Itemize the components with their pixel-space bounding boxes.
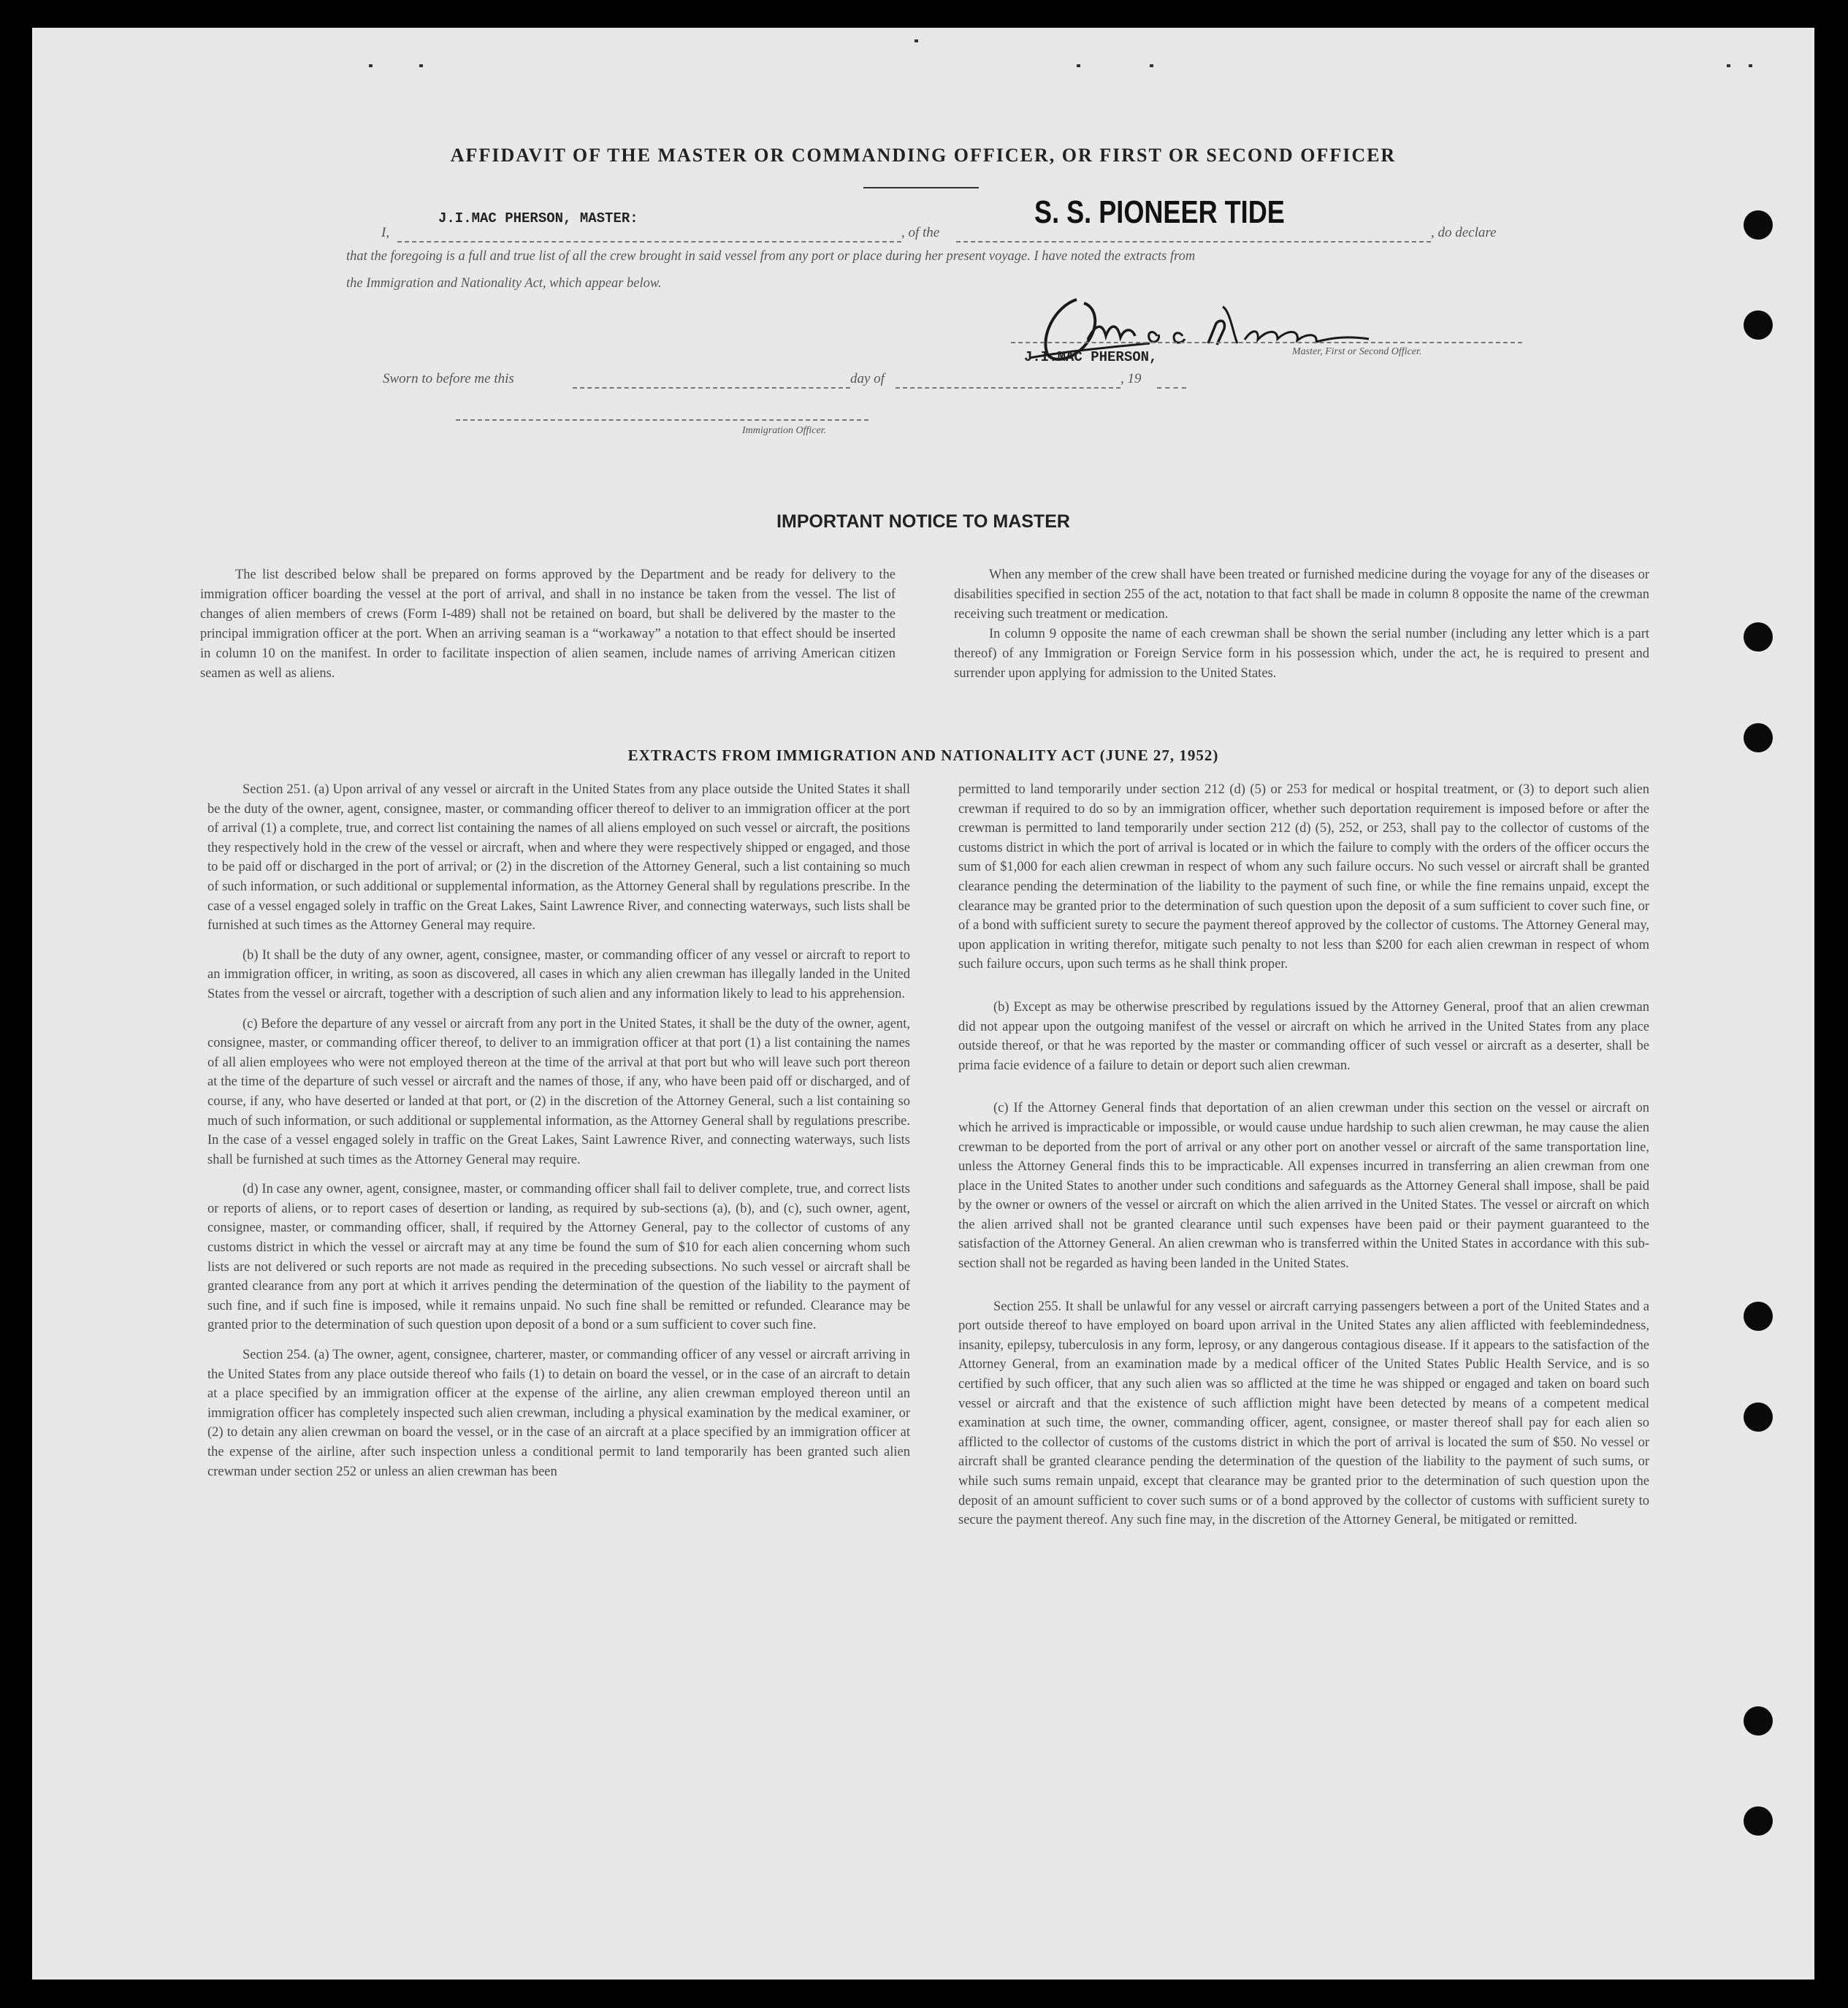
scan-speck xyxy=(1727,64,1730,67)
title-rule xyxy=(863,187,979,188)
scan-speck xyxy=(419,64,423,67)
sworn-day-line xyxy=(573,387,850,389)
affidavit-statement-line1: that the foregoing is a full and true list of all the crew brought in said vessel from any port or place during her present voyage. I have noted the extracts from xyxy=(346,249,1196,264)
punch-hole xyxy=(1744,1302,1773,1331)
scan-speck xyxy=(1150,64,1153,67)
i-label: I, xyxy=(381,225,390,240)
extracts-title: EXTRACTS FROM IMMIGRATION AND NATIONALITY ACT (JUNE 27, 1952) xyxy=(627,747,1219,764)
notice-title: IMPORTANT NOTICE TO MASTER xyxy=(776,511,1070,532)
notice-right-paragraph-1: When any member of the crew shall have been treated or furnished medicine during the voyage for any of the diseases or disabilities specified in section 255 of the act, notation to that fact shall be made in column 8 opposite the name of the crewman receiving such treatment or medication. xyxy=(954,568,1649,622)
section-254b-paragraph: (b) Except as may be otherwise prescribed by regulations issued by the Attorney General, proof that an alien crewman did not appear upon the outgoing manifest of the vessel or aircraft on which he arrived in the United States from any place outside thereof, or that he was reported by the master or commanding officer of such vessel or aircraft as a deserter, shall be prima facie evidence of a failure to detain or deport such alien crewman. xyxy=(958,999,1649,1073)
signature-line xyxy=(1011,342,1522,343)
do-declare-label: , do declare xyxy=(1431,225,1497,240)
sworn-year-line xyxy=(1157,387,1186,389)
section-255-paragraph: Section 255. It shall be unlawful for any vessel or aircraft carrying passengers between a port of the United States and a port outside thereof to have employed on board upon arrival in the United States any alien afflicted with feeblemindedness, insanity, epilepsy, tuberculosis in any form, leprosy, or any dangerous contagious disease. If it appears to the satisfaction of the Attorney General, from an examination made by a medical officer of the United States Public Health Service, and is so certified by such officer, that any such alien was so afflicted at the time he was shipped or engaged and taken on board such vessel or aircraft and that the existence of such affliction might have been detected by means of a competent medical examination at such time, the owner, commanding officer, agent, consignee, or master thereof shall pay for each alien so afflicted to the collector of customs of the customs district in which the port of arrival is located the sum of $50. No vessel or aircraft shall be granted clearance pending the determination of the question of the liability to the payment of such sums, or while such sums remain unpaid, except that clearance may be granted prior to the determination of such question upon the deposit of an amount sufficient to cover such sums or of a bond approved by the collector of customs with sufficient surety to secure the payment thereof. Any such fine may, in the discretion of the Attorney General, be mitigated or remitted. xyxy=(958,1299,1649,1528)
signature-caption: Master, First or Second Officer. xyxy=(1292,346,1422,357)
punch-hole xyxy=(1744,1806,1773,1836)
vessel-name-line xyxy=(956,241,1431,243)
year-label: , 19 xyxy=(1120,371,1142,386)
section-251c-paragraph: (c) Before the departure of any vessel or aircraft from any port in the United States, it shall be the duty of the owner, agent, consignee, master, or commanding officer thereof, to deliver to an immigration officer at that port (1) a list containing the names of all alien employees who were not employed thereon at the time of the arrival at that port but who will leave such port thereon at the time of the departure of such vessel or aircraft and the names of those, if any, who have been paid off or discharged, and of course, if any, who have deserted or landed at that port, or (2) in the discretion of the Attorney General, such a list containing so much of such information, or such additional or supplemental information, as the Attorney General shall by regulations prescribe. In the case of a vessel engaged solely in traffic on the Great Lakes, Saint Lawrence River, and connecting waterways, such lists shall be furnished at such times as the Attorney General may require. xyxy=(207,1016,910,1167)
scan-speck xyxy=(1077,64,1080,67)
punch-hole xyxy=(1744,1402,1773,1432)
document-page xyxy=(32,28,1814,1980)
section-254c-paragraph: (c) If the Attorney General finds that deportation of an alien crewman under this section on the vessel or aircraft on which he arrived is impracticable or impossible, or would cause undue hardship to such alien crewman, he may cause the alien crewman to be deported from the port of arrival or any other port on another vessel or aircraft of the same transportation line, unless the Attorney General finds this to be impracticable. All expenses incurred in transferring an alien crewman from one place in the United States to another under such conditions and safeguards as the Attorney General shall impose, shall be paid by the owner or owners of the vessel or aircraft on which the alien arrived in the United States. The vessel or aircraft on which the alien arrived shall not be granted clearance until such expenses have been paid or their payment guaranteed to the satisfaction of the Attorney General. An alien crewman who is transferred within the United States in accordance with this sub-section shall not be regarded as having been landed in the United States. xyxy=(958,1101,1649,1272)
section-254a-paragraph: Section 254. (a) The owner, agent, consignee, charterer, master, or commanding officer of any vessel or aircraft arriving in the United States from any place outside thereof who fails (1) to detain on board the vessel, or in the case of an aircraft to detain at a place specified by an immigration officer at the expense of the airline, any alien crewman employed thereon until an immigration officer has completely inspected such alien crewman, including a physical examination by the medical examiner, or (2) to detain any alien crewman on board the vessel, or in the case of an aircraft at a place specified by an immigration officer at the expense of the airline, after such inspection unless a conditional permit to land temporarily has been granted such alien crewman under section 252 or unless an alien crewman has been xyxy=(207,1348,910,1479)
notice-right-paragraph-2: In column 9 opposite the name of each crewman shall be shown the serial number (including any letter which is a part thereof) of any Immigration or Foreign Service form in his possession which, under the act, he is required to present and surrender upon applying for admission to the United States. xyxy=(954,627,1649,681)
extracts-left-column xyxy=(207,780,910,1492)
of-the-label: , of the xyxy=(901,225,940,240)
punch-hole xyxy=(1744,622,1773,652)
notice-right-column xyxy=(954,565,1649,684)
day-of-label: day of xyxy=(850,371,885,386)
punch-hole xyxy=(1744,310,1773,340)
immigration-officer-caption: Immigration Officer. xyxy=(742,425,827,436)
punch-hole xyxy=(1744,1706,1773,1736)
section-251a-paragraph: Section 251. (a) Upon arrival of any vessel or aircraft in the United States from any place outside the United States it shall be the duty of the owner, agent, consignee, master, or commanding officer thereof to deliver to an immigration officer at the port of arrival (1) a complete, true, and correct list containing the names of all aliens employed on such vessel or aircraft, the positions they respectively hold in the crew of the vessel or aircraft, when and where they were respectively shipped or engaged, and those to be paid off or discharged in the port of arrival; or (2) in the discretion of the Attorney General, such a list containing so much of such information, or such additional or supplemental information, as the Attorney General shall by regulations prescribe. In the case of a vessel engaged solely in traffic on the Great Lakes, Saint Lawrence River, and connecting waterways, such lists shall be furnished at such times as the Attorney General may require. xyxy=(207,782,910,934)
signature-typed-name: J.I.MAC PHERSON, xyxy=(1024,349,1158,365)
notice-left-paragraph: The list described below shall be prepared on forms approved by the Department and be ready for delivery to the immigration officer boarding the vessel at the port of arrival, and shall in no instance be taken from the vessel. The list of changes of alien members of crews (Form I-489) shall not be retained on board, but shall be delivered by the master to the principal immigration officer at the port. When an arriving seaman is a “workaway” a notation to that effect should be inserted in column 10 on the manifest. In order to facilitate inspection of alien seamen, include names of arriving American citizen seamen as well as aliens. xyxy=(200,568,896,681)
vessel-name-field: S. S. PIONEER TIDE xyxy=(1034,194,1285,230)
punch-hole xyxy=(1744,210,1773,240)
affidavit-title: AFFIDAVIT OF THE MASTER OR COMMANDING OFFICER, OR FIRST OR SECOND OFFICER xyxy=(450,145,1397,166)
section-251d-paragraph: (d) In case any owner, agent, consignee, master, or commanding officer shall fail to deliver complete, true, and correct lists or reports of aliens, or to report cases of desertion or landing, as required by sub-sections (a), (b), and (c), such owner, agent, consignee, master, or commanding officer, shall, if required by the Attorney General, pay to the collector of customs of any customs district in which the vessel or aircraft may at any time be found the sum of $10 for each alien concerning whom such lists are not delivered or such reports are not made as required in the preceding subsections. No such vessel or aircraft shall be granted clearance from any port at which it arrives pending the determination of the question of the liability to the payment of such fine, and if such fine is imposed, while it remains unpaid. No such fine shall be remitted or refunded. Clearance may be granted prior to the determination of such question upon deposit of a bond or a sum sufficient to cover such fine. xyxy=(207,1182,910,1333)
scan-speck xyxy=(915,39,918,42)
section-254a-continued-paragraph: permitted to land temporarily under section 212 (d) (5) or 253 for medical or hospital treatment, or (3) to deport such alien crewman if required to do so by an immigration officer, whether such deportation requirement is imposed before or after the crewman is permitted to land temporarily under section 212 (d) (5), 252, or 253, shall pay to the collector of customs of the customs district in which the port of arrival is located or in which the failure to comply with the orders of the officer occurs the sum of $1,000 for each alien crewman in respect of whom any such failure occurs. No such vessel or aircraft shall be granted clearance pending the determination of the liability to the payment of such fine, or while the fine remains unpaid, except the clearance may be granted prior to the determination of such question upon the deposit of a sum sufficient to cover such fine, or of a bond with sufficient surety to secure the payment thereof approved by the collector of customs. The Attorney General may, upon application in writing therefor, mitigate such penalty to not less than $200 for each alien crewman in respect of whom such failure occurs, upon such terms as he shall think proper. xyxy=(958,782,1649,972)
master-name-line xyxy=(397,241,901,243)
section-251b-paragraph: (b) It shall be the duty of any owner, agent, consignee, master, or commanding officer of any vessel or aircraft to report to an immigration officer, in writing, as soon as discovered, all cases in which any alien crewman has illegally landed in the United States from the vessel or aircraft, together with a description of such alien and any information likely to lead to his apprehension. xyxy=(207,947,910,1001)
extracts-right-column xyxy=(958,780,1649,1541)
sworn-month-line xyxy=(896,387,1120,389)
scan-speck xyxy=(369,64,373,67)
master-name-field: J.I.MAC PHERSON, MASTER: xyxy=(438,210,638,226)
sworn-label: Sworn to before me this xyxy=(383,371,514,386)
immigration-officer-line xyxy=(456,419,868,421)
notice-left-column xyxy=(200,565,896,684)
affidavit-statement-line2: the Immigration and Nationality Act, which appear below. xyxy=(346,276,662,291)
scan-speck xyxy=(1749,64,1752,67)
